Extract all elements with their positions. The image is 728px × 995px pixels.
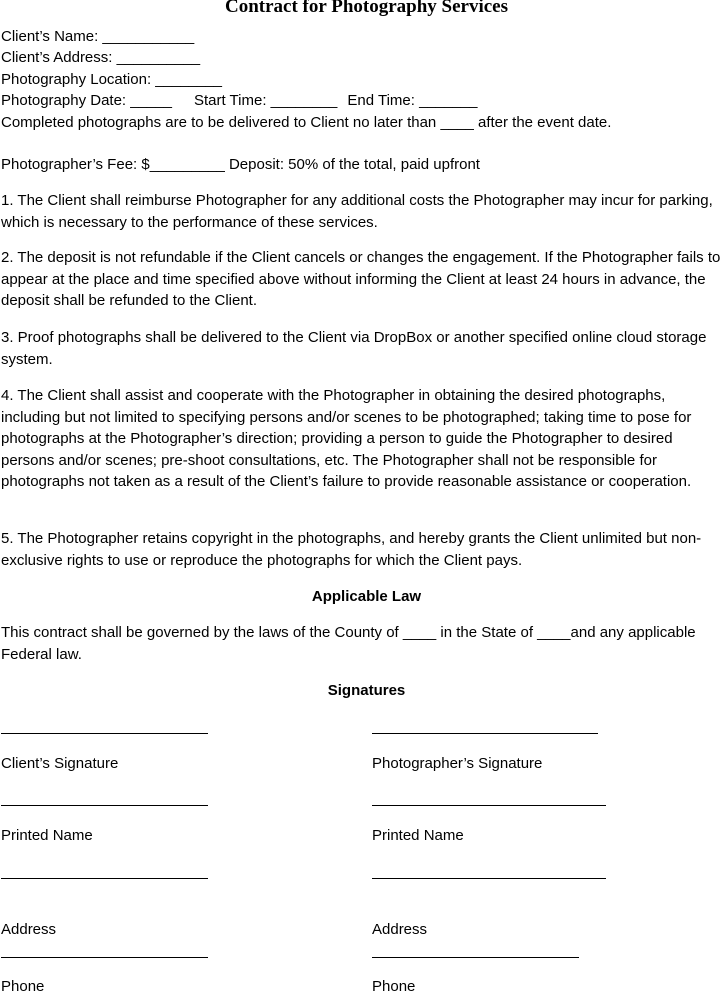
client-signature-line bbox=[1, 733, 208, 734]
clause-5: 5. The Photographer retains copyright in the photographs, and hereby grants the Client unlimited but non-exclusive rights to use or reproduce the photographs for which the Client pays. bbox=[1, 530, 702, 569]
fee-row bbox=[1, 156, 480, 173]
deposit-text: Deposit: 50% of the total, paid upfront bbox=[228, 156, 480, 173]
photographer-phone-label: Phone bbox=[372, 978, 416, 995]
applicable-law-heading: Applicable Law bbox=[311, 588, 422, 605]
clause-1: 1. The Client shall reimburse Photographer for any additional costs the Photographer may incur for parking, which is necessary to the performance of these services. bbox=[1, 192, 713, 231]
photographer-printed-name-label: Printed Name bbox=[372, 827, 464, 844]
photographer-address-line bbox=[372, 878, 606, 879]
client-name-field: Client’s Name: ___________ bbox=[1, 28, 195, 45]
delivery-text: Completed photographs are to be delivered to Client no later than ____ after the event date. bbox=[1, 114, 612, 131]
client-phone-label: Phone bbox=[1, 978, 45, 995]
fee-field: Photographer’s Fee: $_________ bbox=[1, 156, 225, 173]
clause-4: 4. The Client shall assist and cooperate with the Photographer in obtaining the desired photographs, including but not limited to specifying persons and/or scenes to be photographed; taking time to pose for photographs at the Photographer’s direction; providing a person to guide the Photographer to desired persons and/or scenes; pre-shoot consultations, etc. The Photographer shall not be responsible for photographs not taken as a result of the Client’s failure to provide reasonable assistance or cooperation. bbox=[1, 387, 692, 490]
photographer-phone-line bbox=[372, 957, 579, 958]
start-time-field: Start Time: ________ bbox=[193, 92, 338, 109]
client-printed-name-label: Printed Name bbox=[1, 827, 93, 844]
photographer-address-label: Address bbox=[372, 921, 428, 938]
location-field: Photography Location: ________ bbox=[1, 71, 223, 88]
client-phone-line bbox=[1, 957, 208, 958]
client-signature-label: Client’s Signature bbox=[1, 755, 119, 772]
applicable-law-text: This contract shall be governed by the laws of the County of ____ in the State of ____and any applicable Federal law. bbox=[1, 624, 696, 663]
signatures-heading: Signatures bbox=[327, 682, 406, 699]
client-address-label: Address bbox=[1, 921, 57, 938]
document-title: Contract for Photography Services bbox=[224, 0, 508, 17]
end-time-field: End Time: _______ bbox=[347, 92, 478, 109]
clause-2: 2. The deposit is not refundable if the Client cancels or changes the engagement. If the Photographer fails to appear at the place and time specified above without informing the Client at least 24 hours in advance, the deposit shall be refunded to the Client. bbox=[1, 249, 721, 309]
client-printed-name-line bbox=[1, 805, 208, 806]
date-field: Photography Date: _____ bbox=[1, 92, 172, 109]
clause-3: 3. Proof photographs shall be delivered to the Client via DropBox or another specified online cloud storage system. bbox=[1, 329, 707, 368]
photographer-signature-label: Photographer’s Signature bbox=[372, 755, 543, 772]
photographer-signature-line bbox=[372, 733, 598, 734]
date-time-row bbox=[1, 92, 478, 109]
client-address-field: Client’s Address: __________ bbox=[1, 49, 201, 66]
photographer-printed-name-line bbox=[372, 805, 606, 806]
client-address-line bbox=[1, 878, 208, 879]
